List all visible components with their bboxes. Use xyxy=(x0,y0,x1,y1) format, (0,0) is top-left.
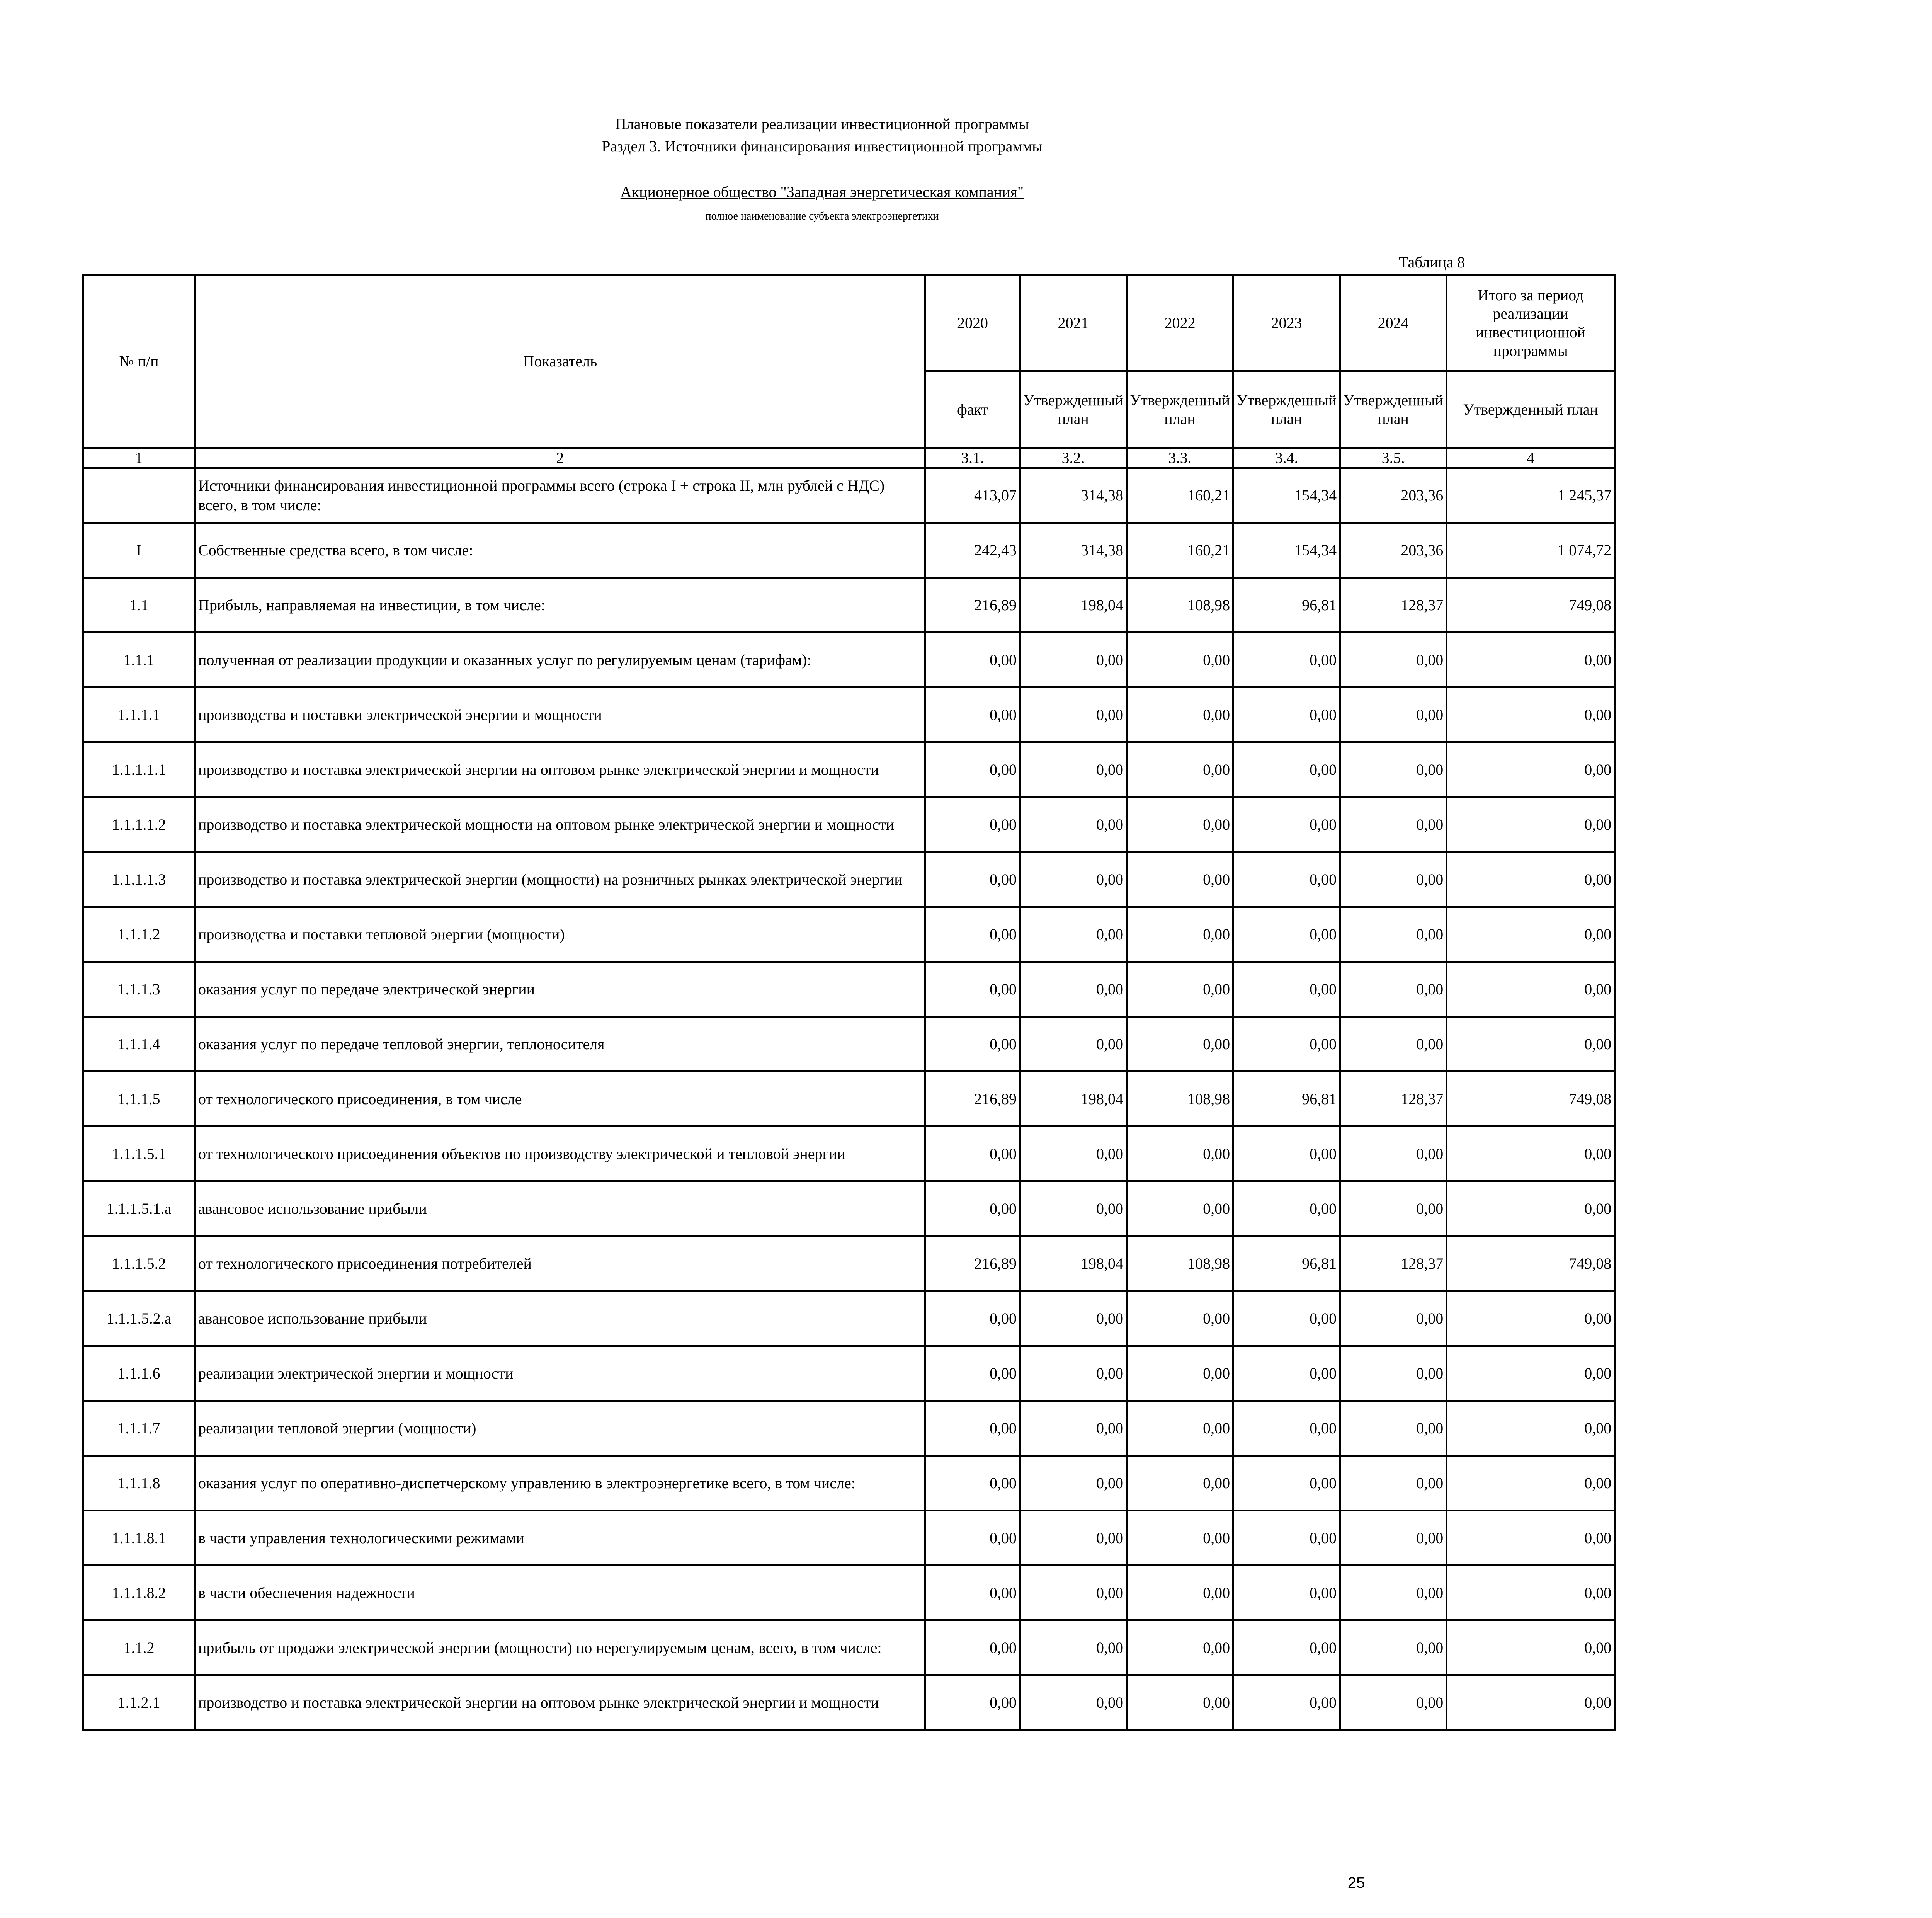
row-year-value: 0,00 xyxy=(1340,633,1447,688)
row-total-value: 0,00 xyxy=(1447,1291,1615,1346)
row-year-value: 0,00 xyxy=(1127,907,1233,962)
row-year-value: 242,43 xyxy=(925,523,1020,578)
row-number: 1.1.1.5.2 xyxy=(83,1236,195,1291)
row-total-value: 0,00 xyxy=(1447,962,1615,1017)
row-indicator: оказания услуг по передаче тепловой энергии, теплоносителя xyxy=(195,1017,925,1072)
row-year-value: 0,00 xyxy=(1233,1291,1340,1346)
row-year-value: 0,00 xyxy=(1127,1127,1233,1181)
row-number: 1.1.1.5 xyxy=(83,1072,195,1127)
col-header-num: № п/п xyxy=(83,275,195,448)
col-subheader: Утвержденный план xyxy=(1127,371,1233,448)
row-year-value: 0,00 xyxy=(1340,1401,1447,1456)
row-number xyxy=(83,468,195,523)
table-row xyxy=(83,1017,1615,1072)
table-row xyxy=(83,1346,1615,1401)
row-year-value: 0,00 xyxy=(1020,1017,1127,1072)
row-year-value: 314,38 xyxy=(1020,468,1127,523)
row-year-value: 314,38 xyxy=(1020,523,1127,578)
row-year-value: 0,00 xyxy=(1020,1401,1127,1456)
row-indicator: авансовое использование прибыли xyxy=(195,1291,925,1346)
row-indicator: реализации электрической энергии и мощности xyxy=(195,1346,925,1401)
table-row xyxy=(83,468,1615,523)
row-year-value: 0,00 xyxy=(1020,1620,1127,1675)
row-year-value: 0,00 xyxy=(925,1401,1020,1456)
row-number: 1.1.1.1.2 xyxy=(83,797,195,852)
row-year-value: 0,00 xyxy=(1127,962,1233,1017)
row-indicator: производство и поставка электрической энергии на оптовом рынке электрической энергии и мощности xyxy=(195,742,925,797)
row-total-value: 0,00 xyxy=(1447,1620,1615,1675)
row-year-value: 0,00 xyxy=(1233,1181,1340,1236)
row-year-value: 0,00 xyxy=(1020,797,1127,852)
page-number: 25 xyxy=(1347,1874,1365,1891)
row-indicator: Прибыль, направляемая на инвестиции, в том числе: xyxy=(195,578,925,633)
table-row xyxy=(83,1072,1615,1127)
index-cell: 3.2. xyxy=(1020,448,1127,468)
row-indicator: от технологического присоединения, в том числе xyxy=(195,1072,925,1127)
row-year-value: 128,37 xyxy=(1340,1072,1447,1127)
row-total-value: 0,00 xyxy=(1447,1566,1615,1620)
row-year-value: 0,00 xyxy=(1020,1511,1127,1566)
row-year-value: 0,00 xyxy=(1127,852,1233,907)
row-total-value: 0,00 xyxy=(1447,1675,1615,1730)
row-year-value: 0,00 xyxy=(1233,1566,1340,1620)
row-year-value: 96,81 xyxy=(1233,1236,1340,1291)
row-indicator: в части управления технологическими режимами xyxy=(195,1511,925,1566)
table-row xyxy=(83,1236,1615,1291)
row-number: 1.1.2.1 xyxy=(83,1675,195,1730)
row-year-value: 0,00 xyxy=(1340,1346,1447,1401)
table-row xyxy=(83,578,1615,633)
row-year-value: 0,00 xyxy=(1127,1511,1233,1566)
row-year-value: 0,00 xyxy=(1340,1291,1447,1346)
row-indicator: оказания услуг по оперативно-диспетчерскому управлению в электроэнергетике всего, в том числе: xyxy=(195,1456,925,1511)
row-year-value: 0,00 xyxy=(925,852,1020,907)
table-row xyxy=(83,1127,1615,1181)
table-label: Таблица 8 xyxy=(1399,254,1465,271)
row-year-value: 0,00 xyxy=(1233,1017,1340,1072)
row-year-value: 0,00 xyxy=(1233,688,1340,742)
row-year-value: 0,00 xyxy=(1020,1181,1127,1236)
row-year-value: 0,00 xyxy=(925,633,1020,688)
row-year-value: 0,00 xyxy=(925,962,1020,1017)
row-indicator: реализации тепловой энергии (мощности) xyxy=(195,1401,925,1456)
row-total-value: 0,00 xyxy=(1447,1017,1615,1072)
col-header-total: Итого за период реализации инвестиционной программы xyxy=(1447,275,1615,371)
table-row xyxy=(83,962,1615,1017)
document-title: Плановые показатели реализации инвестиционной программы xyxy=(615,115,1029,133)
row-number: 1.1.1.7 xyxy=(83,1401,195,1456)
row-year-value: 0,00 xyxy=(1020,633,1127,688)
row-year-value: 0,00 xyxy=(925,1566,1020,1620)
row-total-value: 749,08 xyxy=(1447,578,1615,633)
row-indicator: оказания услуг по передаче электрической энергии xyxy=(195,962,925,1017)
row-year-value: 154,34 xyxy=(1233,523,1340,578)
row-number: 1.1.1.1 xyxy=(83,688,195,742)
col-header-year: 2022 xyxy=(1127,275,1233,371)
row-year-value: 0,00 xyxy=(1020,742,1127,797)
row-number: 1.1 xyxy=(83,578,195,633)
row-year-value: 0,00 xyxy=(925,1675,1020,1730)
row-number: I xyxy=(83,523,195,578)
row-year-value: 0,00 xyxy=(1340,1181,1447,1236)
row-number: 1.1.1.3 xyxy=(83,962,195,1017)
table-row xyxy=(83,1456,1615,1511)
financing-table xyxy=(82,274,1616,1731)
header-row-years xyxy=(83,275,1615,371)
row-year-value: 0,00 xyxy=(1020,1291,1127,1346)
row-number: 1.1.1.1.1 xyxy=(83,742,195,797)
organization-caption: полное наименование субъекта электроэнергетики xyxy=(705,210,939,222)
row-year-value: 0,00 xyxy=(1127,1566,1233,1620)
row-year-value: 0,00 xyxy=(1127,1456,1233,1511)
row-year-value: 0,00 xyxy=(1020,962,1127,1017)
section-title: Раздел 3. Источники финансирования инвестиционной программы xyxy=(602,138,1043,155)
row-year-value: 0,00 xyxy=(1233,797,1340,852)
row-year-value: 203,36 xyxy=(1340,468,1447,523)
row-indicator: производства и поставки электрической энергии и мощности xyxy=(195,688,925,742)
row-number: 1.1.1.4 xyxy=(83,1017,195,1072)
row-year-value: 0,00 xyxy=(925,688,1020,742)
row-year-value: 0,00 xyxy=(1340,742,1447,797)
table-row xyxy=(83,1291,1615,1346)
row-year-value: 0,00 xyxy=(925,1291,1020,1346)
col-subheader: Утвержденный план xyxy=(1340,371,1447,448)
row-total-value: 1 245,37 xyxy=(1447,468,1615,523)
row-year-value: 0,00 xyxy=(1127,1401,1233,1456)
row-year-value: 154,34 xyxy=(1233,468,1340,523)
row-indicator: в части обеспечения надежности xyxy=(195,1566,925,1620)
row-year-value: 0,00 xyxy=(1127,1017,1233,1072)
col-header-year: 2020 xyxy=(925,275,1020,371)
row-number: 1.1.1.6 xyxy=(83,1346,195,1401)
row-year-value: 0,00 xyxy=(1020,852,1127,907)
row-year-value: 0,00 xyxy=(1233,1675,1340,1730)
row-year-value: 0,00 xyxy=(1233,907,1340,962)
col-subheader: Утвержденный план xyxy=(1233,371,1340,448)
row-total-value: 0,00 xyxy=(1447,633,1615,688)
row-year-value: 198,04 xyxy=(1020,1072,1127,1127)
row-number: 1.1.1.5.1.а xyxy=(83,1181,195,1236)
row-year-value: 0,00 xyxy=(1020,688,1127,742)
table-row xyxy=(83,742,1615,797)
row-year-value: 0,00 xyxy=(1340,1017,1447,1072)
col-header-year: 2024 xyxy=(1340,275,1447,371)
row-indicator: от технологического присоединения объектов по производству электрической и тепловой энергии xyxy=(195,1127,925,1181)
row-year-value: 0,00 xyxy=(1020,1127,1127,1181)
row-total-value: 749,08 xyxy=(1447,1072,1615,1127)
row-number: 1.1.1.1.3 xyxy=(83,852,195,907)
row-indicator: прибыль от продажи электрической энергии (мощности) по нерегулируемым ценам, всего, в том числе: xyxy=(195,1620,925,1675)
row-year-value: 413,07 xyxy=(925,468,1020,523)
row-total-value: 1 074,72 xyxy=(1447,523,1615,578)
row-total-value: 0,00 xyxy=(1447,852,1615,907)
table-row xyxy=(83,1401,1615,1456)
row-year-value: 0,00 xyxy=(925,1346,1020,1401)
row-year-value: 0,00 xyxy=(1127,688,1233,742)
index-cell: 3.3. xyxy=(1127,448,1233,468)
row-total-value: 0,00 xyxy=(1447,1456,1615,1511)
row-year-value: 128,37 xyxy=(1340,1236,1447,1291)
row-year-value: 0,00 xyxy=(1127,1675,1233,1730)
row-year-value: 0,00 xyxy=(925,797,1020,852)
row-year-value: 0,00 xyxy=(1233,633,1340,688)
row-indicator: производство и поставка электрической энергии (мощности) на розничных рынках электрической энергии xyxy=(195,852,925,907)
row-year-value: 0,00 xyxy=(1020,1675,1127,1730)
row-year-value: 0,00 xyxy=(925,907,1020,962)
row-number: 1.1.1.5.1 xyxy=(83,1127,195,1181)
table-row xyxy=(83,1675,1615,1730)
table-row xyxy=(83,688,1615,742)
row-indicator: полученная от реализации продукции и оказанных услуг по регулируемым ценам (тарифам): xyxy=(195,633,925,688)
table-row xyxy=(83,797,1615,852)
row-year-value: 0,00 xyxy=(1127,1620,1233,1675)
table-row xyxy=(83,852,1615,907)
row-year-value: 108,98 xyxy=(1127,1072,1233,1127)
row-year-value: 0,00 xyxy=(1233,1401,1340,1456)
index-cell: 4 xyxy=(1447,448,1615,468)
row-year-value: 0,00 xyxy=(1340,1511,1447,1566)
row-total-value: 0,00 xyxy=(1447,1346,1615,1401)
row-total-value: 0,00 xyxy=(1447,1401,1615,1456)
row-total-value: 0,00 xyxy=(1447,797,1615,852)
row-year-value: 0,00 xyxy=(925,1181,1020,1236)
row-total-value: 0,00 xyxy=(1447,1181,1615,1236)
row-year-value: 216,89 xyxy=(925,578,1020,633)
row-year-value: 0,00 xyxy=(1127,797,1233,852)
row-year-value: 0,00 xyxy=(1127,1291,1233,1346)
index-cell: 3.1. xyxy=(925,448,1020,468)
table-row xyxy=(83,523,1615,578)
row-year-value: 0,00 xyxy=(1020,1346,1127,1401)
row-number: 1.1.1.5.2.а xyxy=(83,1291,195,1346)
table-row xyxy=(83,1620,1615,1675)
row-total-value: 749,08 xyxy=(1447,1236,1615,1291)
row-indicator: авансовое использование прибыли xyxy=(195,1181,925,1236)
row-year-value: 216,89 xyxy=(925,1072,1020,1127)
col-subheader: Утвержденный план xyxy=(1020,371,1127,448)
row-year-value: 0,00 xyxy=(1233,1620,1340,1675)
row-indicator: производство и поставка электрической мощности на оптовом рынке электрической энергии и мощности xyxy=(195,797,925,852)
row-year-value: 0,00 xyxy=(925,1456,1020,1511)
row-year-value: 0,00 xyxy=(1340,962,1447,1017)
row-number: 1.1.1.8.1 xyxy=(83,1511,195,1566)
row-year-value: 0,00 xyxy=(1127,1181,1233,1236)
row-year-value: 160,21 xyxy=(1127,523,1233,578)
row-year-value: 0,00 xyxy=(1020,907,1127,962)
row-year-value: 0,00 xyxy=(1340,1566,1447,1620)
index-cell: 2 xyxy=(195,448,925,468)
row-year-value: 203,36 xyxy=(1340,523,1447,578)
row-indicator: Собственные средства всего, в том числе: xyxy=(195,523,925,578)
row-year-value: 160,21 xyxy=(1127,468,1233,523)
col-header-year: 2021 xyxy=(1020,275,1127,371)
row-year-value: 198,04 xyxy=(1020,1236,1127,1291)
row-year-value: 96,81 xyxy=(1233,578,1340,633)
row-year-value: 198,04 xyxy=(1020,578,1127,633)
row-year-value: 108,98 xyxy=(1127,578,1233,633)
organization-name: Акционерное общество "Западная энергетическая компания" xyxy=(620,183,1024,201)
row-year-value: 0,00 xyxy=(925,1017,1020,1072)
row-year-value: 0,00 xyxy=(1233,1511,1340,1566)
table-row xyxy=(83,907,1615,962)
row-year-value: 0,00 xyxy=(925,742,1020,797)
table-row xyxy=(83,1511,1615,1566)
col-subheader: факт xyxy=(925,371,1020,448)
table-row xyxy=(83,633,1615,688)
row-year-value: 96,81 xyxy=(1233,1072,1340,1127)
index-row xyxy=(83,448,1615,468)
table-row xyxy=(83,1181,1615,1236)
row-year-value: 0,00 xyxy=(1340,688,1447,742)
row-year-value: 0,00 xyxy=(925,1620,1020,1675)
table-row xyxy=(83,1566,1615,1620)
row-total-value: 0,00 xyxy=(1447,688,1615,742)
row-year-value: 0,00 xyxy=(1340,1456,1447,1511)
row-year-value: 0,00 xyxy=(1020,1566,1127,1620)
col-subheader-total: Утвержденный план xyxy=(1447,371,1615,448)
row-indicator: от технологического присоединения потребителей xyxy=(195,1236,925,1291)
row-year-value: 0,00 xyxy=(1127,742,1233,797)
row-number: 1.1.1 xyxy=(83,633,195,688)
row-year-value: 0,00 xyxy=(1233,1127,1340,1181)
row-total-value: 0,00 xyxy=(1447,1127,1615,1181)
row-year-value: 0,00 xyxy=(925,1511,1020,1566)
col-header-indicator: Показатель xyxy=(195,275,925,448)
row-indicator: производства и поставки тепловой энергии (мощности) xyxy=(195,907,925,962)
row-total-value: 0,00 xyxy=(1447,742,1615,797)
row-year-value: 0,00 xyxy=(1020,1456,1127,1511)
index-cell: 1 xyxy=(83,448,195,468)
row-year-value: 0,00 xyxy=(1340,1127,1447,1181)
row-year-value: 0,00 xyxy=(1340,1675,1447,1730)
row-total-value: 0,00 xyxy=(1447,1511,1615,1566)
row-year-value: 108,98 xyxy=(1127,1236,1233,1291)
row-year-value: 128,37 xyxy=(1340,578,1447,633)
row-indicator: производство и поставка электрической энергии на оптовом рынке электрической энергии и мощности xyxy=(195,1675,925,1730)
row-year-value: 216,89 xyxy=(925,1236,1020,1291)
row-number: 1.1.1.8.2 xyxy=(83,1566,195,1620)
row-year-value: 0,00 xyxy=(1340,797,1447,852)
row-number: 1.1.1.8 xyxy=(83,1456,195,1511)
row-year-value: 0,00 xyxy=(1233,742,1340,797)
row-year-value: 0,00 xyxy=(1233,852,1340,907)
row-year-value: 0,00 xyxy=(1340,852,1447,907)
row-year-value: 0,00 xyxy=(1233,1346,1340,1401)
col-header-year: 2023 xyxy=(1233,275,1340,371)
index-cell: 3.4. xyxy=(1233,448,1340,468)
row-year-value: 0,00 xyxy=(1340,907,1447,962)
row-number: 1.1.2 xyxy=(83,1620,195,1675)
row-number: 1.1.1.2 xyxy=(83,907,195,962)
row-year-value: 0,00 xyxy=(1127,633,1233,688)
row-indicator: Источники финансирования инвестиционной программы всего (строка I + строка II, млн рублей с НДС) всего, в том числе: xyxy=(195,468,925,523)
row-year-value: 0,00 xyxy=(1127,1346,1233,1401)
row-year-value: 0,00 xyxy=(1233,962,1340,1017)
row-year-value: 0,00 xyxy=(1340,1620,1447,1675)
index-cell: 3.5. xyxy=(1340,448,1447,468)
row-total-value: 0,00 xyxy=(1447,907,1615,962)
row-year-value: 0,00 xyxy=(925,1127,1020,1181)
row-year-value: 0,00 xyxy=(1233,1456,1340,1511)
